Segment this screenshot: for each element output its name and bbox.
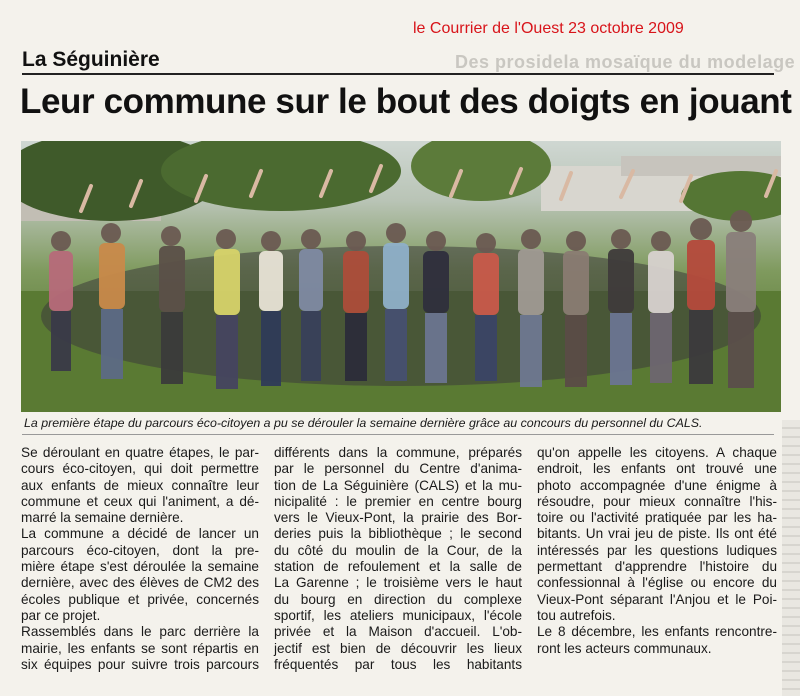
article-column-2 (274, 445, 522, 673)
text-line: Rassemblés dans le parc derrière la (21, 624, 259, 640)
article-column-3 (537, 445, 777, 657)
text-line: photo accompagnée d'une énigme à (537, 477, 777, 493)
adjacent-column-edge (782, 420, 800, 696)
group-photo-icon (21, 141, 781, 412)
text-line: marré la semaine dernière. (21, 510, 184, 526)
text-line: toire ou l'activité pratiquée par les ha- (537, 510, 777, 526)
text-line: privée et la Maison d'accueil. L'ob- (274, 624, 522, 640)
caption-rule (22, 434, 774, 435)
text-line: qu'on appelle les citoyens. A chaque (537, 445, 777, 460)
group-photo (21, 141, 781, 412)
text-line: cours éco-citoyen, qui doit permettre (21, 461, 259, 477)
text-line: mière étape s'est déroulée la semaine (21, 559, 259, 575)
text-line: tou autrefois. (537, 607, 616, 623)
text-line: parcours éco-citoyen, dont la pre- (21, 542, 259, 558)
text-line: mairie, les enfants se sont répartis en (21, 640, 259, 656)
text-line: intéressés par les questions ludiques (537, 542, 777, 558)
text-line: ront les acteurs communaux. (537, 640, 712, 656)
text-line: jectif est bien de découvrir les lieux (274, 640, 522, 656)
text-line: tion de La Séguinière (CALS) et la mu- (274, 477, 522, 493)
text-line: du côté du moulin de la Cour, de la (274, 542, 522, 558)
text-line: différents dans la commune, préparés (274, 445, 522, 460)
text-line: aux enfants de mieux connaître leur (21, 477, 259, 493)
text-line: vers le Vieux-Pont, la prairie des Bor- (274, 510, 522, 526)
text-line: dernière, avec des élèves de CM2 des (21, 575, 259, 591)
text-line: permettant d'apprendre l'histoire du (537, 559, 777, 575)
text-line: résoudre, pour mieux connaître l'his- (537, 493, 777, 509)
text-line: écoles publique et privée, concernés (21, 591, 259, 607)
text-line: six équipes pour suivre trois parcours (21, 656, 259, 672)
text-line: par ce projet. (21, 607, 101, 623)
text-line: La Garenne ; le troisième vers le haut (274, 575, 522, 591)
text-line: nicipalité : le premier en centre bourg (274, 493, 522, 509)
text-line: bitants. Un vrai jeu de piste. Ils ont été (537, 526, 777, 542)
text-line: commune et ceux qui l'animent, a dé- (21, 493, 259, 509)
text-line: du bourg en direction du complexe (274, 591, 522, 607)
headline: Leur commune sur le bout des doigts en jouant (20, 82, 792, 121)
text-line: Se déroulant en quatre étapes, le par- (21, 445, 259, 460)
photo-caption: La première étape du parcours éco-citoyen a pu se dérouler la semaine dernière grâce au concours du personnel du CALS. (24, 416, 703, 430)
source-label: le Courrier de l'Ouest 23 octobre 2009 (413, 20, 684, 37)
kicker-rule (22, 73, 774, 75)
text-line: par le personnel du Centre d'anima- (274, 461, 522, 477)
text-line: deries puis la bibliothèque ; le second (274, 526, 522, 542)
text-line: Vieux-Pont séparant l'Anjou et le Poi- (537, 591, 777, 607)
text-line: Le 8 décembre, les enfants rencontre- (537, 624, 777, 640)
text-line: sportif, les ateliers municipaux, l'école (274, 607, 522, 623)
adjacent-article-heading: Des prosidela mosaïque du modelage (455, 52, 796, 72)
article-column-1 (21, 445, 259, 673)
text-line: station de refoulement et la salle de (274, 559, 522, 575)
text-line: fréquentés par tous les habitants (274, 656, 522, 672)
text-line: confessionnal à l'église ou encore du (537, 575, 777, 591)
text-line: La commune a décidé de lancer un (21, 526, 259, 542)
text-line: endroit, les enfants ont trouvé une (537, 461, 777, 477)
kicker-town: La Séguinière (22, 48, 160, 71)
